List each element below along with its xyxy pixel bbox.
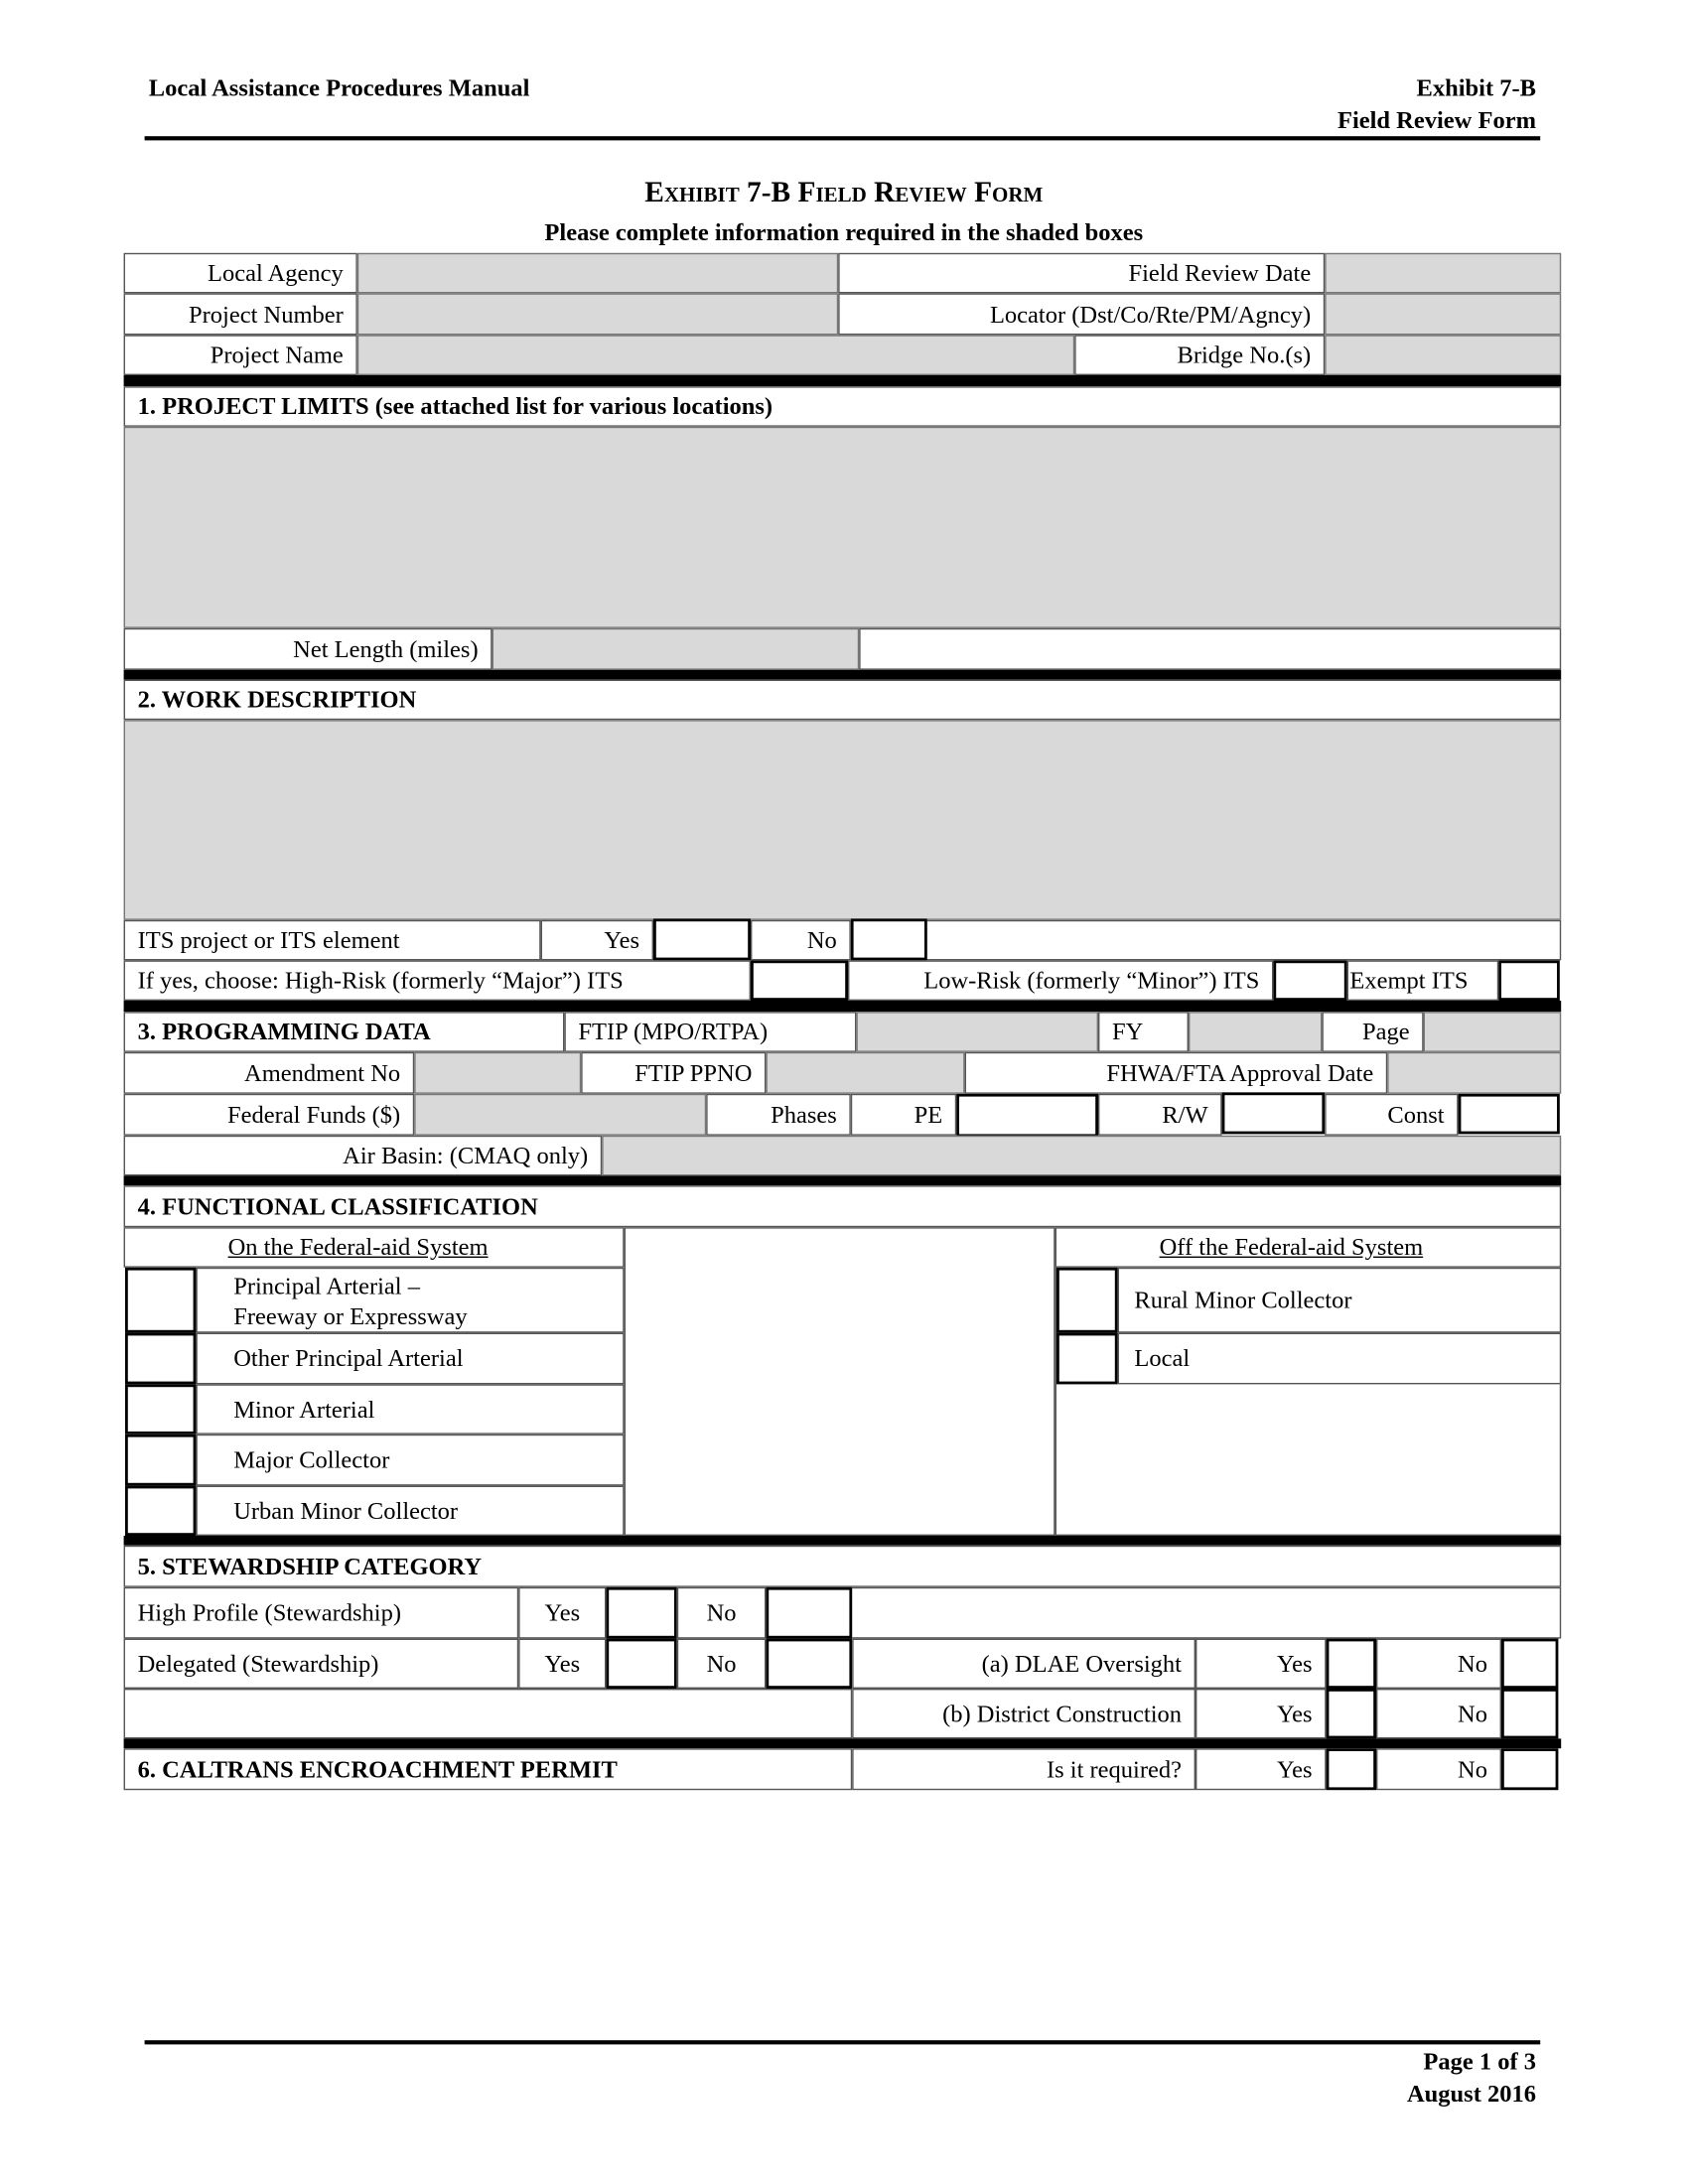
label-line: Principal Arterial – xyxy=(233,1271,420,1299)
delegated-yes-label: Yes xyxy=(518,1639,606,1689)
dlae-yes-checkbox[interactable] xyxy=(1327,1639,1376,1689)
const-checkbox[interactable] xyxy=(1459,1094,1560,1135)
page-label: Page xyxy=(1322,1012,1423,1052)
footer-rule xyxy=(145,2040,1541,2044)
other-principal-arterial-checkbox[interactable] xyxy=(125,1333,196,1385)
form-label: Field Review Form xyxy=(1336,105,1536,134)
project-limits-field[interactable] xyxy=(124,427,1562,628)
permit-required-label: Is it required? xyxy=(852,1748,1196,1790)
its-no-checkbox[interactable] xyxy=(851,918,927,960)
high-profile-label: High Profile (Stewardship) xyxy=(124,1587,519,1639)
dlae-no-checkbox[interactable] xyxy=(1501,1639,1558,1689)
ftip-ppno-field[interactable] xyxy=(766,1052,964,1094)
approval-date-label: FHWA/FTA Approval Date xyxy=(965,1052,1388,1094)
label-line: Freeway or Expressway xyxy=(233,1301,468,1330)
pe-label: PE xyxy=(851,1094,956,1136)
district-yes-checkbox[interactable] xyxy=(1327,1689,1376,1738)
delegated-no-label: No xyxy=(677,1639,767,1689)
section-divider xyxy=(124,1001,1562,1012)
field-review-date-label: Field Review Date xyxy=(838,253,1325,294)
rw-label: R/W xyxy=(1098,1094,1222,1136)
locator-label: Locator (Dst/Co/Rte/PM/Agncy) xyxy=(838,293,1325,335)
phases-label: Phases xyxy=(706,1094,851,1136)
exhibit-label: Exhibit 7-B xyxy=(1416,73,1536,102)
revision-date: August 2016 xyxy=(1406,2079,1536,2108)
on-system-heading-text: On the Federal-aid System xyxy=(227,1232,489,1261)
high-profile-no-checkbox[interactable] xyxy=(766,1587,852,1639)
rural-minor-collector-checkbox[interactable] xyxy=(1056,1268,1118,1333)
section-1-heading: 1. PROJECT LIMITS (see attached list for various locations) xyxy=(124,386,1562,427)
approval-date-field[interactable] xyxy=(1387,1052,1561,1094)
ftip-ppno-label: FTIP PPNO xyxy=(581,1052,766,1094)
its-yes-label: Yes xyxy=(541,920,653,961)
section-4-heading: 4. FUNCTIONAL CLASSIFICATION xyxy=(124,1185,1562,1227)
district-yes-label: Yes xyxy=(1196,1689,1327,1738)
net-length-field[interactable] xyxy=(492,628,860,670)
major-collector-label: Major Collector xyxy=(196,1434,624,1486)
manual-title: Local Assistance Procedures Manual xyxy=(148,73,530,102)
local-label: Local xyxy=(1118,1333,1562,1385)
exempt-its-label: Exempt ITS xyxy=(1347,960,1499,1001)
bridge-nos-label: Bridge No.(s) xyxy=(1074,335,1325,375)
ftip-label: FTIP (MPO/RTPA) xyxy=(564,1012,856,1052)
low-risk-its-label: Low-Risk (formerly “Minor”) ITS xyxy=(848,960,1273,1001)
federal-funds-field[interactable] xyxy=(414,1094,706,1136)
permit-yes-label: Yes xyxy=(1196,1748,1327,1790)
section-2-heading: 2. WORK DESCRIPTION xyxy=(124,680,1562,721)
rural-minor-collector-label: Rural Minor Collector xyxy=(1118,1268,1562,1333)
permit-yes-checkbox[interactable] xyxy=(1327,1748,1376,1790)
project-number-label: Project Number xyxy=(124,293,357,335)
urban-minor-collector-label: Urban Minor Collector xyxy=(196,1486,624,1536)
page-subtitle: Please complete information required in the shaded boxes xyxy=(544,217,1144,246)
low-risk-its-checkbox[interactable] xyxy=(1273,960,1346,1001)
amendment-field[interactable] xyxy=(414,1052,581,1094)
header-rule xyxy=(145,136,1541,140)
high-risk-its-checkbox[interactable] xyxy=(751,960,848,1001)
local-agency-label: Local Agency xyxy=(124,253,357,294)
delegated-label: Delegated (Stewardship) xyxy=(124,1639,519,1689)
district-no-label: No xyxy=(1376,1689,1501,1738)
section-divider xyxy=(124,1738,1562,1748)
district-no-checkbox[interactable] xyxy=(1501,1689,1558,1738)
high-profile-yes-checkbox[interactable] xyxy=(606,1587,676,1639)
project-number-field[interactable] xyxy=(357,293,838,335)
air-basin-label: Air Basin: (CMAQ only) xyxy=(124,1136,603,1176)
permit-no-label: No xyxy=(1376,1748,1501,1790)
principal-arterial-checkbox[interactable] xyxy=(125,1268,196,1333)
page-field[interactable] xyxy=(1424,1012,1562,1052)
off-system-heading xyxy=(1055,1227,1562,1268)
dlae-yes-label: Yes xyxy=(1196,1639,1327,1689)
work-description-field[interactable] xyxy=(124,720,1562,920)
dlae-oversight-label: (a) DLAE Oversight xyxy=(852,1639,1196,1689)
permit-no-checkbox[interactable] xyxy=(1501,1748,1558,1790)
section-3-heading: 3. PROGRAMMING DATA xyxy=(124,1012,565,1052)
section-6-heading: 6. CALTRANS ENCROACHMENT PERMIT xyxy=(124,1748,853,1790)
section-divider xyxy=(124,1536,1562,1546)
section-divider xyxy=(124,1175,1562,1185)
empty-cell xyxy=(124,1689,853,1738)
air-basin-field[interactable] xyxy=(602,1136,1561,1176)
bridge-nos-field[interactable] xyxy=(1325,335,1561,375)
net-length-label: Net Length (miles) xyxy=(124,628,492,670)
high-profile-no-label: No xyxy=(677,1587,767,1639)
locator-field[interactable] xyxy=(1325,293,1561,335)
empty-cell xyxy=(859,628,1561,670)
page-number: Page 1 of 3 xyxy=(1423,2047,1536,2076)
delegated-yes-checkbox[interactable] xyxy=(606,1639,676,1689)
major-collector-checkbox[interactable] xyxy=(125,1434,196,1486)
local-checkbox[interactable] xyxy=(1056,1333,1118,1385)
fy-field[interactable] xyxy=(1189,1012,1322,1052)
const-label: Const xyxy=(1325,1094,1458,1136)
exempt-its-checkbox[interactable] xyxy=(1498,960,1560,1001)
project-name-label: Project Name xyxy=(124,335,357,375)
rw-checkbox[interactable] xyxy=(1222,1092,1326,1134)
empty-middle-column xyxy=(625,1227,1055,1536)
field-review-date-field[interactable] xyxy=(1325,253,1561,294)
pe-checkbox[interactable] xyxy=(956,1094,1098,1137)
principal-arterial-label xyxy=(196,1268,624,1333)
other-principal-arterial-label: Other Principal Arterial xyxy=(196,1333,624,1385)
fy-label: FY xyxy=(1098,1012,1189,1052)
its-yes-checkbox[interactable] xyxy=(653,918,751,960)
high-profile-yes-label: Yes xyxy=(518,1587,606,1639)
on-system-heading xyxy=(124,1227,625,1268)
page-title: Exhibit 7-B Field Review Form xyxy=(644,175,1044,208)
dlae-no-label: No xyxy=(1376,1639,1501,1689)
urban-minor-collector-checkbox[interactable] xyxy=(125,1486,196,1536)
high-risk-its-label: If yes, choose: High-Risk (formerly “Major”) ITS xyxy=(124,960,751,1001)
delegated-no-checkbox[interactable] xyxy=(766,1639,852,1689)
section-5-heading: 5. STEWARDSHIP CATEGORY xyxy=(124,1546,1562,1587)
its-label: ITS project or ITS element xyxy=(124,920,541,961)
minor-arterial-label: Minor Arterial xyxy=(196,1384,624,1433)
project-name-field[interactable] xyxy=(357,335,1074,375)
federal-funds-label: Federal Funds ($) xyxy=(124,1094,415,1136)
section-divider xyxy=(124,375,1562,386)
local-agency-field[interactable] xyxy=(357,253,838,294)
its-no-label: No xyxy=(751,920,851,961)
minor-arterial-checkbox[interactable] xyxy=(125,1384,196,1433)
section-divider xyxy=(124,670,1562,680)
ftip-field[interactable] xyxy=(856,1012,1098,1052)
amendment-label: Amendment No xyxy=(124,1052,415,1094)
off-system-heading-text: Off the Federal-aid System xyxy=(1159,1232,1424,1261)
district-construction-label: (b) District Construction xyxy=(852,1689,1196,1738)
